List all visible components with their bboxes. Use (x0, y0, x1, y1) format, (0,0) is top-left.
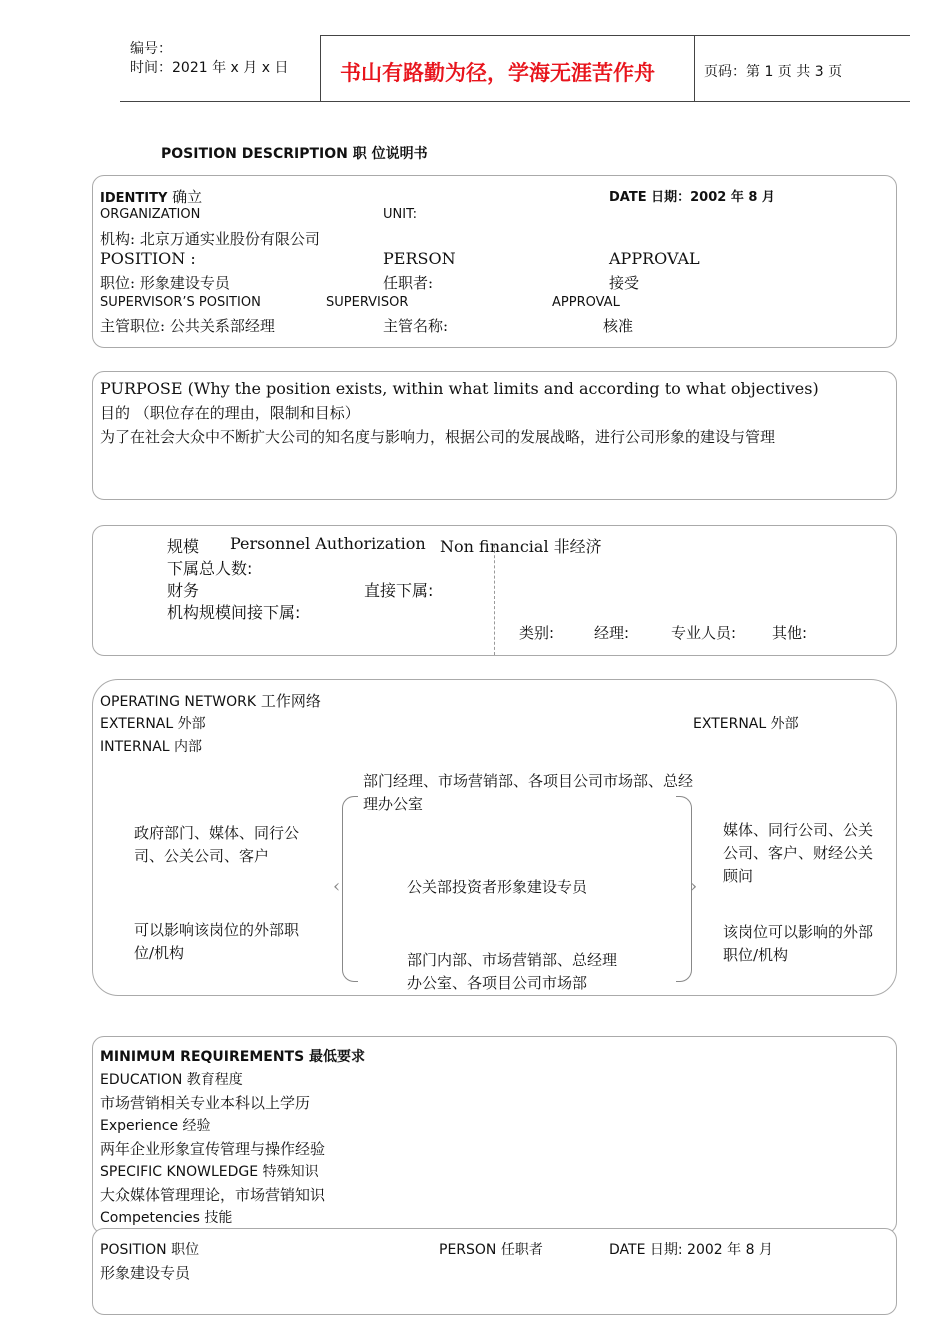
identity-date: DATE 日期：2002 年 8 月 (609, 190, 775, 205)
approval-en-2: APPROVAL (552, 295, 620, 310)
network-title: OPERATING NETWORK 工作网络 (100, 692, 321, 710)
right-brace-bottom (676, 886, 692, 982)
header-slogan: 书山有路勤为径，学海无涯苦作舟 (340, 61, 655, 85)
experience-label: Experience 经验 (100, 1118, 211, 1134)
header-bottom-rule (120, 101, 910, 102)
competencies-label: Competencies 技能 (100, 1210, 233, 1226)
finance-label: 财务 (167, 581, 200, 600)
personnel-authorization: Personnel Authorization (230, 534, 426, 553)
bottom-internal-list: 部门内部、市场营销部、总经理办公室、各项目公司市场部 (407, 951, 618, 992)
purpose-line2: 目的 （职位存在的理由，限制和目标） (100, 404, 360, 422)
left-brace-bottom (342, 886, 358, 982)
knowledge-label: SPECIFIC KNOWLEDGE 特殊知识 (100, 1164, 319, 1180)
left-external-list: 政府部门、媒体、同行公司、公关公司、客户 (134, 824, 300, 865)
purpose-line3: 为了在社会大众中不断扩大公司的知名度与影响力，根据公司的发展战略，进行公司形象的建设与管理 (100, 428, 776, 446)
network-internal: INTERNAL 内部 (100, 739, 203, 755)
approval-cn-2: 核准 (603, 317, 634, 335)
scale-divider (494, 545, 496, 655)
approval-cn: 接受 (609, 274, 640, 292)
right-brace-tip: › (690, 876, 698, 897)
left-caption: 可以影响该岗位的外部职位/机构 (134, 921, 300, 962)
right-external-list: 媒体、同行公司、公关公司、客户、财经公关顾问 (723, 821, 874, 885)
subordinates-total: 下属总人数: (167, 559, 253, 578)
right-caption: 该岗位可以影响的外部职位/机构 (723, 923, 874, 964)
footer-position-value: 形象建设专员 (100, 1264, 191, 1282)
identity-label: IDENTITY 确立 (100, 188, 203, 206)
header-divider-left (320, 35, 321, 102)
scale-label: 规模 (167, 537, 200, 556)
non-financial: Non financial 非经济 (440, 537, 602, 556)
header-divider-right (694, 35, 695, 102)
manager-label: 经理: (594, 624, 630, 642)
header-page-label: 页码：第 1 页 共 3 页 (704, 64, 843, 80)
position-cn: 职位: 形象建设专员 (100, 274, 230, 292)
unit-en: UNIT: (383, 207, 417, 222)
left-brace-tip: ‹ (333, 876, 341, 897)
person-cn: 任职者: (383, 274, 434, 292)
knowledge-value: 大众媒体管理理论，市场营销知识 (100, 1186, 326, 1204)
left-brace-top (342, 796, 358, 886)
purpose-line1: PURPOSE (Why the position exists, within what limits and according to what objectives) (100, 379, 819, 398)
experience-value: 两年企业形象宣传管理与操作经验 (100, 1140, 326, 1158)
organization-en: ORGANIZATION (100, 207, 201, 222)
requirements-title: MINIMUM REQUIREMENTS 最低要求 (100, 1049, 366, 1065)
supervisor-cn: 主管名称: (383, 317, 449, 335)
doc-title: POSITION DESCRIPTION 职 位说明书 (161, 146, 428, 162)
header-number-label: 编号： (130, 41, 172, 57)
education-value: 市场营销相关专业本科以上学历 (100, 1094, 311, 1112)
top-internal-list: 部门经理、市场营销部、各项目公司市场部、总经理办公室 (363, 772, 694, 813)
direct-subordinates: 直接下属: (364, 581, 434, 600)
approval-en: APPROVAL (609, 249, 700, 268)
position-en: POSITION : (100, 249, 196, 268)
footer-person-label: PERSON 任职者 (439, 1242, 543, 1258)
education-label: EDUCATION 教育程度 (100, 1072, 243, 1088)
organization-cn: 机构: 北京万通实业股份有限公司 (100, 230, 320, 248)
supervisor-en: SUPERVISOR (326, 295, 409, 310)
header-top-rule (320, 35, 910, 36)
person-en: PERSON (383, 249, 456, 268)
center-position: 公关部投资者形象建设专员 (407, 878, 588, 896)
indirect-subordinates: 机构规模间接下属: (167, 603, 301, 622)
footer-position-label: POSITION 职位 (100, 1242, 200, 1258)
supervisor-position-cn: 主管职位: 公共关系部经理 (100, 317, 275, 335)
footer-date-label: DATE 日期: 2002 年 8 月 (609, 1242, 773, 1258)
header-time-label: 时间：2021 年 x 月 x 日 (130, 60, 289, 76)
supervisor-position-en: SUPERVISOR’S POSITION (100, 295, 261, 310)
category-label: 类别: (519, 624, 555, 642)
network-external-right: EXTERNAL 外部 (693, 716, 799, 732)
network-external-left: EXTERNAL 外部 (100, 716, 206, 732)
professional-label: 专业人员: (671, 624, 737, 642)
other-label: 其他: (772, 624, 808, 642)
